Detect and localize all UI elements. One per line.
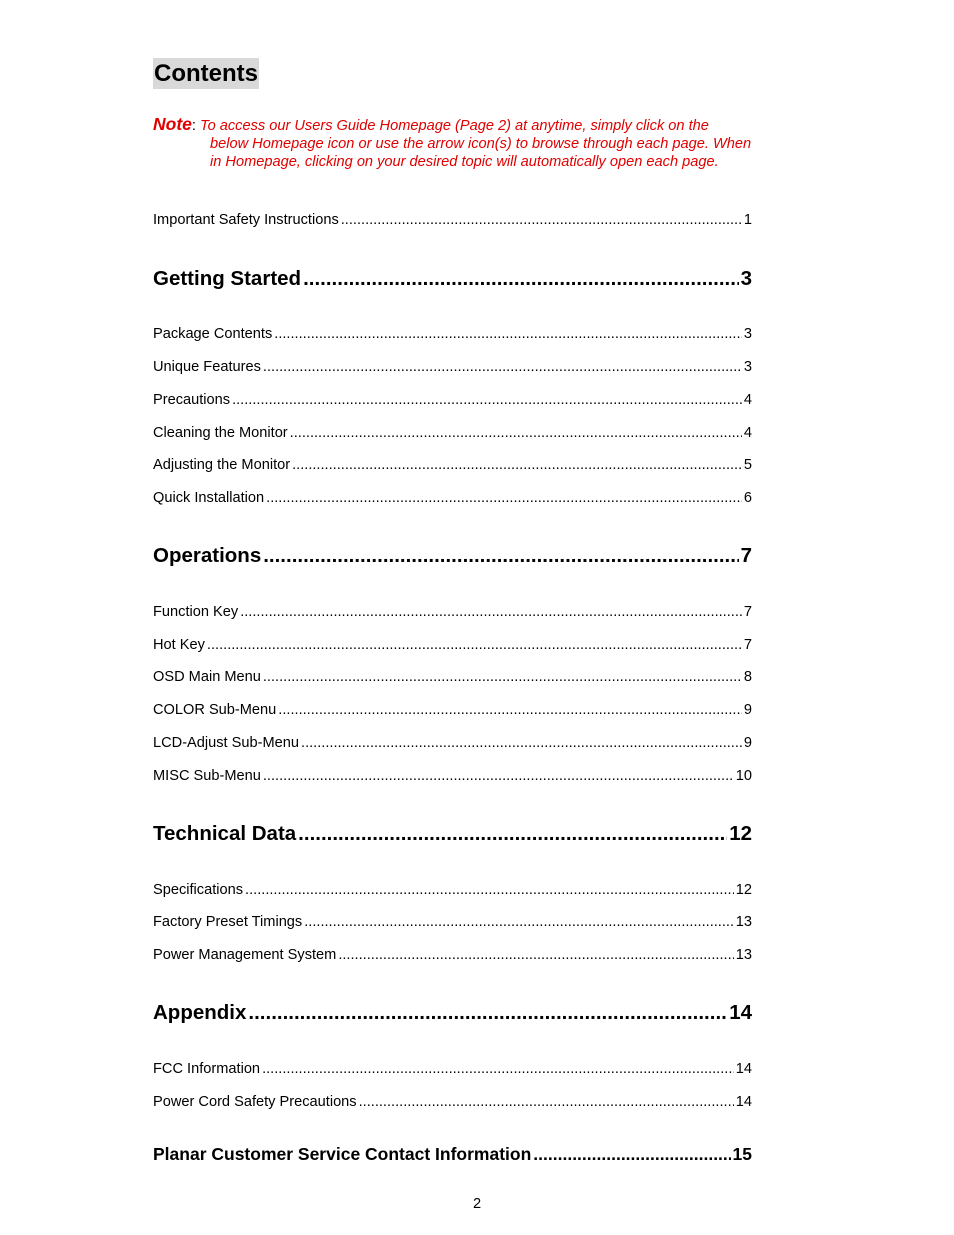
toc-label: Specifications: [153, 882, 244, 898]
toc-page: 12: [735, 882, 752, 898]
toc-label: Precautions: [153, 392, 231, 408]
toc-link-color-submenu[interactable]: [153, 701, 752, 719]
leader-dots: [240, 603, 742, 621]
toc-label: Cleaning the Monitor: [153, 425, 288, 441]
leader-dots: [301, 734, 742, 752]
leader-dots: [263, 543, 738, 569]
toc-page: 13: [735, 914, 752, 930]
toc-section-label: Planar Customer Service Contact Information: [153, 1144, 532, 1164]
toc-page: 7: [743, 604, 752, 620]
toc-section-page: 15: [732, 1144, 752, 1164]
toc-link-osd-main-menu[interactable]: [153, 668, 752, 686]
toc-section-operations[interactable]: [153, 543, 752, 569]
toc-page: 3: [743, 359, 752, 375]
toc-link-factory-preset-timings[interactable]: [153, 913, 752, 931]
toc-link-fcc-information[interactable]: [153, 1060, 752, 1078]
leader-dots: [298, 821, 727, 847]
toc-label: Factory Preset Timings: [153, 914, 303, 930]
toc-section-page: 12: [729, 822, 752, 845]
toc-label: MISC Sub-Menu: [153, 768, 261, 784]
leader-dots: [292, 456, 742, 474]
toc-link-unique-features[interactable]: [153, 358, 752, 376]
toc-page: 10: [735, 768, 752, 784]
toc-label: Unique Features: [153, 359, 261, 375]
toc-page: 6: [743, 490, 752, 506]
toc-label: OSD Main Menu: [153, 669, 261, 685]
toc-label: Package Contents: [153, 326, 273, 342]
toc-link-adjusting-monitor[interactable]: [153, 456, 752, 474]
toc-link-customer-service[interactable]: [153, 1143, 752, 1165]
toc-section-label: Technical Data: [153, 822, 297, 845]
toc-link-safety[interactable]: [153, 211, 752, 229]
leader-dots: [278, 701, 742, 719]
leader-dots: [359, 1093, 734, 1111]
leader-dots: [303, 266, 739, 292]
toc-label: LCD-Adjust Sub-Menu: [153, 735, 300, 751]
toc-section-label: Appendix: [153, 1001, 247, 1024]
note-line-2: below Homepage icon or use the arrow icon(s) to browse through each page. When: [210, 136, 752, 152]
toc-link-quick-installation[interactable]: [153, 489, 752, 507]
note-colon: :: [191, 118, 196, 134]
leader-dots: [263, 767, 734, 785]
toc-link-cleaning-monitor[interactable]: [153, 424, 752, 442]
toc-page: 4: [743, 425, 752, 441]
leader-dots: [248, 1000, 727, 1026]
toc-link-misc-submenu[interactable]: [153, 767, 752, 785]
page-title: Contents: [154, 60, 258, 87]
toc-label: COLOR Sub-Menu: [153, 702, 277, 718]
toc-section-getting-started[interactable]: [153, 266, 752, 292]
toc-page: 3: [743, 326, 752, 342]
toc-section-appendix[interactable]: [153, 1000, 752, 1026]
toc-section-page: 3: [740, 267, 752, 290]
leader-dots: [232, 391, 742, 409]
toc-page: 5: [743, 457, 752, 473]
toc-link-hot-key[interactable]: [153, 636, 752, 654]
leader-dots: [263, 358, 742, 376]
toc-link-function-key[interactable]: [153, 603, 752, 621]
toc-section-page: 14: [729, 1001, 752, 1024]
toc-section-page: 7: [740, 544, 752, 567]
leader-dots: [262, 1060, 734, 1078]
toc-section-label: Getting Started: [153, 267, 302, 290]
toc-page: 9: [743, 702, 752, 718]
toc-link-lcd-adjust-submenu[interactable]: [153, 734, 752, 752]
toc-page: 4: [743, 392, 752, 408]
toc-page: 8: [743, 669, 752, 685]
toc-page: 14: [735, 1061, 752, 1077]
toc-link-specifications[interactable]: [153, 881, 752, 899]
toc-section-label: Operations: [153, 544, 262, 567]
toc-page: 1: [743, 212, 752, 228]
leader-dots: [533, 1143, 730, 1165]
toc-page: 9: [743, 735, 752, 751]
note-lead: Note: [153, 114, 192, 134]
leader-dots: [304, 913, 734, 931]
toc-label: Important Safety Instructions: [153, 212, 339, 228]
leader-dots: [338, 946, 733, 964]
note-line-3: in Homepage, clicking on your desired topic will automatically open each page.: [210, 154, 719, 170]
leader-dots: [290, 424, 742, 442]
toc-label: Hot Key: [153, 637, 205, 653]
toc-page: 7: [743, 637, 752, 653]
toc-label: Function Key: [153, 604, 239, 620]
toc-page: 14: [735, 1094, 752, 1110]
toc-section-technical-data[interactable]: [153, 821, 752, 847]
leader-dots: [274, 325, 742, 343]
note-line-1: To access our Users Guide Homepage (Page 2) at anytime, simply click on the: [200, 118, 709, 134]
leader-dots: [207, 636, 742, 654]
toc-label: Quick Installation: [153, 490, 265, 506]
toc-link-package-contents[interactable]: [153, 325, 752, 343]
toc-page: 13: [735, 947, 752, 963]
leader-dots: [245, 881, 734, 899]
toc-label: Power Cord Safety Precautions: [153, 1094, 357, 1110]
toc-label: Power Management System: [153, 947, 337, 963]
toc-link-power-management[interactable]: [153, 946, 752, 964]
leader-dots: [266, 489, 742, 507]
leader-dots: [263, 668, 742, 686]
toc-link-precautions[interactable]: [153, 391, 752, 409]
note-block: [153, 115, 813, 171]
toc-link-power-cord-safety[interactable]: [153, 1093, 752, 1111]
leader-dots: [341, 211, 742, 229]
toc-label: FCC Information: [153, 1061, 261, 1077]
toc-label: Adjusting the Monitor: [153, 457, 291, 473]
page-number: 2: [472, 1196, 482, 1212]
